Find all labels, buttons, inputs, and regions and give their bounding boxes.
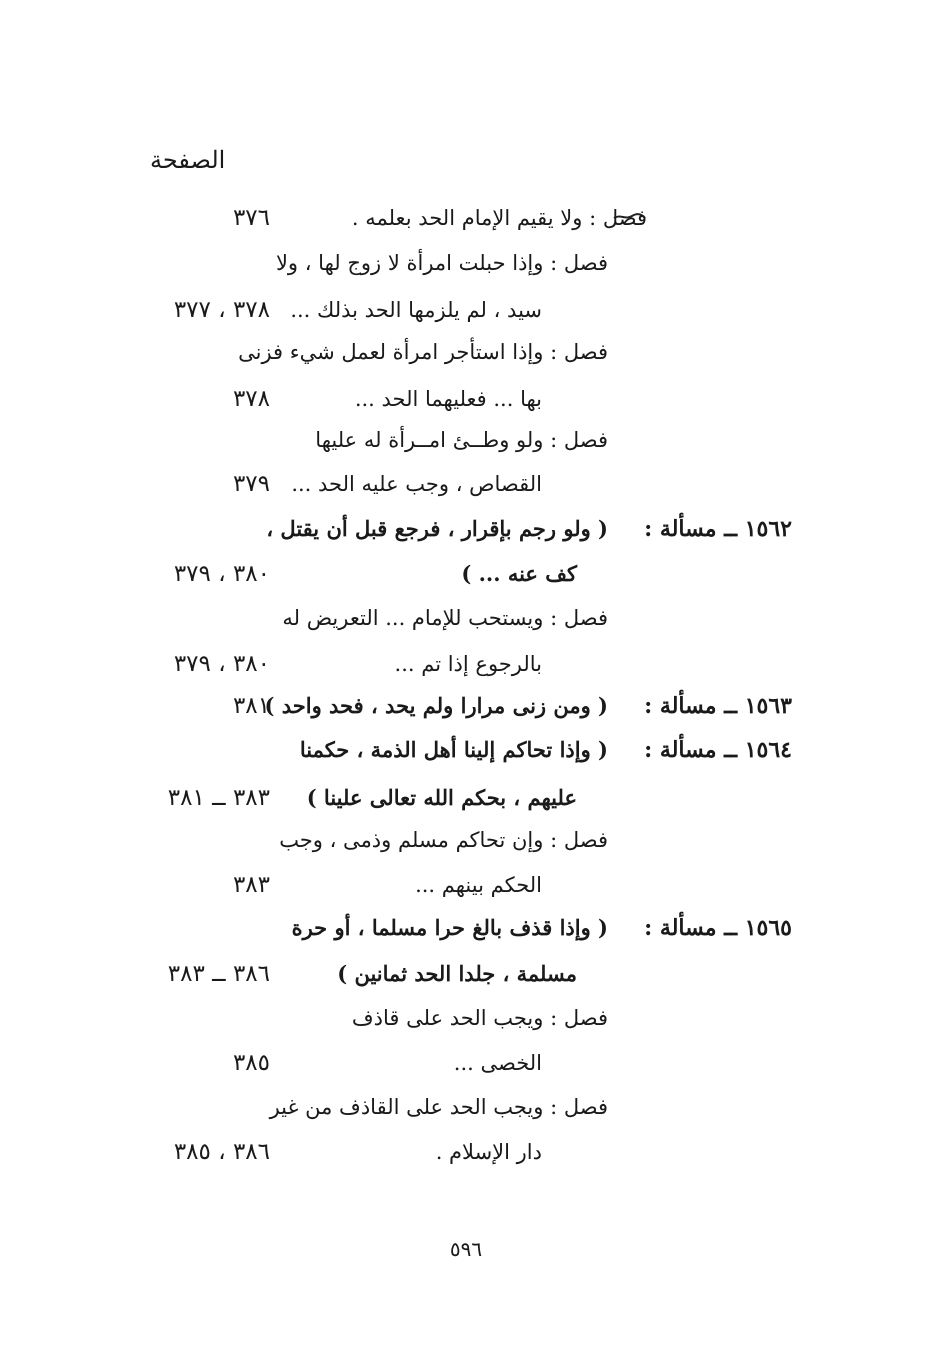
index-row xyxy=(0,596,932,640)
entry-pages: ٣٨٠ ، ٣٧٩ xyxy=(173,561,270,587)
index-row xyxy=(0,1085,932,1129)
entry-text: مسلمة ، جلدا الحد ثمانين ) xyxy=(337,961,577,986)
index-row xyxy=(0,776,932,820)
entry-text: ( ومن زنى مرارا ولم يحد ، فحد واحد ) xyxy=(264,693,608,718)
entry-text: ( وإذا قذف بالغ حرا مسلما ، أو حرة xyxy=(291,915,608,940)
entry-text: ( وإذا تحاكم إلينا أهل الذمة ، حكمنا xyxy=(299,737,608,762)
entry-pages: ٣٨٣ xyxy=(232,872,270,898)
index-row xyxy=(0,818,932,862)
entry-text: فصل : وإذا استأجر امرأة لعمل شيء فزنى xyxy=(238,340,608,364)
index-row xyxy=(0,241,932,285)
issue-number: ١٥٦٥ ــ مسألة : xyxy=(644,915,792,941)
entry-pages: ٣٨٦ ، ٣٨٥ xyxy=(173,1139,270,1165)
entry-pages: ٣٨٠ ، ٣٧٩ xyxy=(173,651,270,677)
entry-text: فصل : ويجب الحد على قاذف xyxy=(351,1006,608,1030)
page-column-label: الصفحة xyxy=(150,146,226,174)
entry-text: بالرجوع إذا تم ... xyxy=(394,652,542,676)
index-row xyxy=(0,1041,932,1085)
index-row xyxy=(0,507,932,551)
entry-text: بها ... فعليهما الحد ... xyxy=(354,387,542,411)
index-row xyxy=(0,196,932,240)
index-row xyxy=(0,863,932,907)
index-row xyxy=(0,684,932,728)
entry-pages: ٣٧٨ xyxy=(232,386,270,412)
index-row xyxy=(0,377,932,421)
issue-number: ١٥٦٣ ــ مسألة : xyxy=(644,693,792,719)
entry-text: فصل : ولو وطــئ امــرأة له عليها xyxy=(315,428,608,452)
index-row xyxy=(0,728,932,772)
entry-text: كف عنه ... ) xyxy=(461,561,577,586)
entry-text: الحكم بينهم ... xyxy=(415,873,542,897)
entry-pages: ٣٨١ xyxy=(232,693,270,719)
entry-text: فصل : وإذا حبلت امرأة لا زوج لها ، ولا xyxy=(275,251,608,275)
issue-number: ١٥٦٢ ــ مسألة : xyxy=(644,516,792,542)
entry-pages: ٣٧٨ ، ٣٧٧ xyxy=(173,297,270,323)
page-number: ٥٩٦ xyxy=(449,1237,483,1261)
entry-pages: ٣٨٥ xyxy=(232,1050,270,1076)
issue-number: ١٥٦٤ ــ مسألة : xyxy=(644,737,792,763)
entry-pages: ٣٧٦ xyxy=(232,205,270,231)
entry-text: الخصى ... xyxy=(453,1051,542,1075)
entry-text: عليهم ، بحكم الله تعالى علينا ) xyxy=(306,785,577,810)
entry-text: دار الإسلام . xyxy=(435,1140,542,1164)
entry-pages: ٣٧٩ xyxy=(232,471,270,497)
index-row xyxy=(0,952,932,996)
entry-text: ( ولو رجم بإقرار ، فرجع قبل أن يقتل ، xyxy=(266,516,608,541)
entry-pages: ٣٨٦ ــ ٣٨٣ xyxy=(167,961,270,987)
index-row xyxy=(0,552,932,596)
index-row xyxy=(0,996,932,1040)
index-row xyxy=(0,1130,932,1174)
index-row xyxy=(0,418,932,462)
index-row xyxy=(0,462,932,506)
entry-text: القصاص ، وجب عليه الحد ... xyxy=(291,472,542,496)
entry-text: فصل : ولا يقيم الإمام الحد بعلمه . xyxy=(351,206,647,230)
index-row xyxy=(0,906,932,950)
index-row xyxy=(0,330,932,374)
entry-text: سيد ، لم يلزمها الحد بذلك ... xyxy=(290,298,542,322)
entry-pages: ٣٨٣ ــ ٣٨١ xyxy=(167,785,270,811)
index-row xyxy=(0,642,932,686)
index-row xyxy=(0,288,932,332)
entry-text: فصل : وإن تحاكم مسلم وذمى ، وجب xyxy=(279,828,608,852)
entry-text: فصل : ويستحب للإمام ... التعريض له xyxy=(282,606,608,630)
entry-text: فصل : ويجب الحد على القاذف من غير xyxy=(269,1095,608,1119)
